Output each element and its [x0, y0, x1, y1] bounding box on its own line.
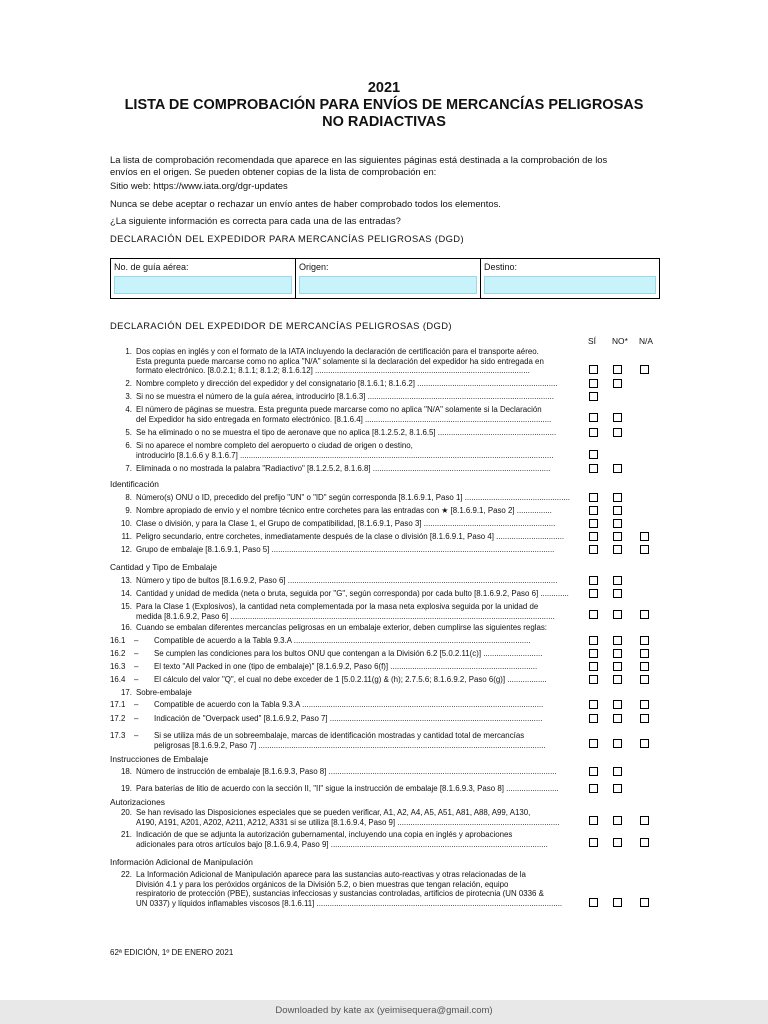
checklist-item-text: [154, 731, 578, 750]
na-checkbox[interactable]: [640, 739, 649, 748]
no-checkbox[interactable]: [613, 589, 622, 598]
checklist-item-line: medida [8.1.6.9.2, Paso 6] ....................................................................................................................................................: [136, 611, 555, 621]
checklist-item-line: Cantidad y unidad de medida (neta o bruta, seguida por "G", según corresponda) por cada bulto [8.1.6.9.2, Paso 6] .............: [136, 589, 569, 598]
checklist-item-text: [136, 589, 578, 599]
no-checkbox[interactable]: [613, 413, 622, 422]
awb-input[interactable]: [114, 276, 292, 294]
no-checkbox[interactable]: [613, 784, 622, 793]
no-checkbox[interactable]: [613, 662, 622, 671]
checklist-item-line: Nombre completo y dirección del expedidor y del consignatario [8.1.6.1; 8.1.6.2] ................................................................: [136, 379, 558, 388]
na-checkbox[interactable]: [640, 532, 649, 541]
awb-label: No. de guía aérea:: [114, 262, 189, 272]
sub-item-dash: –: [134, 662, 139, 671]
checklist-item-text: [154, 649, 578, 659]
website-link[interactable]: Sitio web: https://www.iata.org/dgr-updates: [110, 180, 288, 191]
checklist-item-number: 1.: [125, 347, 132, 356]
checklist-item-line: Indicación de "Overpack used" [8.1.6.9.2, Paso 7] .................................................................................................: [154, 714, 543, 723]
checklist-item-text: [154, 636, 578, 646]
checklist-item-text: [136, 576, 578, 586]
checklist-item-line: Sobre-embalaje: [136, 688, 192, 697]
yes-checkbox[interactable]: [589, 545, 598, 554]
checklist-item-number: 12.: [121, 545, 132, 554]
column-header-yes: SÍ: [588, 336, 596, 346]
checklist-item-line: Cuando se embalan diferentes mercancías peligrosas en un embalaje exterior, deben cumplirse las siguientes reglas:: [136, 623, 547, 632]
sub-item-dash: –: [134, 649, 139, 658]
checklist-item-line: respiratorio de protección (PBE), sustancias infecciosas y sustancias controladas, artificios de pirotecnia (UN 0336 &: [136, 889, 544, 899]
yes-checkbox[interactable]: [589, 379, 598, 388]
yes-checkbox[interactable]: [589, 392, 598, 401]
checklist-item-number: 21.: [121, 830, 132, 839]
no-checkbox[interactable]: [613, 816, 622, 825]
checklist-item-line: A190, A191, A201, A202, A211, A212, A331 si se utiliza [8.1.6.9.4, Paso 9] ..........................................................................: [136, 817, 560, 827]
checklist-item-text: [136, 405, 578, 424]
yes-checkbox[interactable]: [589, 493, 598, 502]
yes-checkbox[interactable]: [589, 649, 598, 658]
checklist-item-text: [136, 808, 578, 827]
yes-checkbox[interactable]: [589, 519, 598, 528]
no-checkbox[interactable]: [613, 700, 622, 709]
yes-checkbox[interactable]: [589, 838, 598, 847]
intro-paragraph-line2: envíos en el origen. Se pueden obtener copias de la lista de comprobación en:: [110, 166, 437, 177]
checklist-item-number: 16.2: [110, 649, 126, 658]
checklist-item-text: [136, 347, 578, 376]
checklist-item-number: 20.: [121, 808, 132, 817]
na-checkbox[interactable]: [640, 662, 649, 671]
checklist-subsection-heading: Cantidad y Tipo de Embalaje: [110, 562, 218, 572]
na-checkbox[interactable]: [640, 649, 649, 658]
checklist-item-line: Para la Clase 1 (Explosivos), la cantidad neta complementada por la masa neta explosiva seguida por la unidad de: [136, 602, 539, 611]
na-checkbox[interactable]: [640, 838, 649, 847]
checklist-item-text: [136, 623, 578, 633]
yes-checkbox[interactable]: [589, 816, 598, 825]
checklist-item-text: [154, 675, 578, 685]
checklist-item-number: 4.: [125, 405, 132, 414]
checklist-item-line: Si no aparece el nombre completo del aeropuerto o ciudad de origen o destino,: [136, 441, 413, 450]
na-checkbox[interactable]: [640, 545, 649, 554]
no-checkbox[interactable]: [613, 610, 622, 619]
column-header-na: N/A: [639, 336, 653, 346]
checklist-item-number: 22.: [121, 870, 132, 879]
origin-label: Origen:: [299, 262, 329, 272]
checklist-item-number: 16.1: [110, 636, 126, 645]
checklist-item-line: Clase o división, y para la Clase 1, el Grupo de compatibilidad, [8.1.6.9.1, Paso 3] ............................................................: [136, 519, 556, 528]
sub-item-dash: –: [134, 636, 139, 645]
no-checkbox[interactable]: [613, 714, 622, 723]
checklist-item-number: 17.2: [110, 714, 126, 723]
no-checkbox[interactable]: [613, 493, 622, 502]
checklist-item-text: [136, 532, 578, 542]
checklist-item-number: 13.: [121, 576, 132, 585]
checklist-item-line: Si se utiliza más de un sobreembalaje, marcas de identificación mostradas y cantidad total de mercancías: [154, 731, 525, 740]
destination-label: Destino:: [484, 262, 518, 272]
checklist-item-text: [154, 700, 578, 710]
no-checkbox[interactable]: [613, 739, 622, 748]
yes-checkbox[interactable]: [589, 767, 598, 776]
yes-checkbox[interactable]: [589, 428, 598, 437]
checklist-item-number: 7.: [125, 464, 132, 473]
checklist-item-line: Si no se muestra el número de la guía aérea, introducirlo [8.1.6.3] .....................................................................................: [136, 392, 554, 401]
no-checkbox[interactable]: [613, 767, 622, 776]
checklist-item-line: Compatible de acuerdo con la Tabla 9.3.A ..............................................................................................................: [154, 700, 544, 709]
checklist-item-line: Se ha eliminado o no se muestra el tipo de aeronave que no aplica [8.1.2.5.2, 8.1.6.5] ......................................................: [136, 428, 557, 437]
checklist-item-line: Número y tipo de bultos [8.1.6.9.2, Paso 6] ...........................................................................................................................: [136, 576, 558, 585]
checklist-item-number: 6.: [125, 441, 132, 450]
checklist-item-number: 16.: [121, 623, 132, 632]
yes-checkbox[interactable]: [589, 532, 598, 541]
checklist-item-text: [136, 870, 578, 908]
shipment-info-table: [110, 258, 660, 299]
checklist-item-text: [136, 428, 578, 438]
checklist-item-line: introducirlo [8.1.6.6 y 8.1.6.7] ...............................................................................................................................................: [136, 450, 554, 460]
checklist-item-number: 19.: [121, 784, 132, 793]
checklist-item-text: [136, 506, 578, 516]
yes-checkbox[interactable]: [589, 714, 598, 723]
na-checkbox[interactable]: [640, 714, 649, 723]
no-checkbox[interactable]: [613, 428, 622, 437]
edition-text: 62ª EDICIÓN, 1º DE ENERO 2021: [110, 948, 234, 957]
yes-checkbox[interactable]: [589, 739, 598, 748]
checklist-item-line: Esta pregunta puede marcarse como no aplica "N/A" solamente si la declaración del expedidor ha sido entregada en: [136, 356, 544, 366]
sub-item-dash: –: [134, 714, 139, 723]
checklist-item-line: Número de instrucción de embalaje [8.1.6.9.3, Paso 8] ........................................................................................................: [136, 767, 557, 776]
sub-item-dash: –: [134, 731, 139, 740]
checklist-item-line: Se cumplen las condiciones para los bultos ONU que contengan a la División 6.2 [5.0.2.11(c)] ...........................: [154, 649, 543, 658]
checklist-item-line: Dos copias en inglés y con el formato de la IATA incluyendo la declaración de certificación para el transporte aéreo.: [136, 347, 539, 356]
na-checkbox[interactable]: [640, 700, 649, 709]
checklist-item-line: El texto "All Packed in one (tipo de embalaje)" [8.1.6.9.2, Paso 6(f)] ...................................................................: [154, 662, 538, 671]
checklist-item-number: 14.: [121, 589, 132, 598]
doc-year: 2021: [367, 80, 401, 96]
no-checkbox[interactable]: [613, 365, 622, 374]
checklist-item-number: 8.: [125, 493, 132, 502]
checklist-item-text: [136, 379, 578, 389]
checklist-item-text: [154, 662, 578, 672]
checklist-item-number: 3.: [125, 392, 132, 401]
yes-checkbox[interactable]: [589, 576, 598, 585]
yes-checkbox[interactable]: [589, 700, 598, 709]
yes-checkbox[interactable]: [589, 662, 598, 671]
checklist-item-text: [136, 519, 578, 529]
checklist-item-line: UN 0337) y líquidos inflamables viscosos [8.1.6.11] ................................................................................................................: [136, 898, 563, 908]
no-checkbox[interactable]: [613, 576, 622, 585]
yes-checkbox[interactable]: [589, 610, 598, 619]
na-checkbox[interactable]: [640, 610, 649, 619]
na-checkbox[interactable]: [640, 365, 649, 374]
destination-input[interactable]: [484, 276, 656, 294]
no-checkbox[interactable]: [613, 636, 622, 645]
checklist-item-line: División 4.1 y para los peróxidos orgánicos de la División 5.2, o bien muestras que tengan relación, equipo: [136, 879, 509, 889]
checklist-item-number: 10.: [121, 519, 132, 528]
checklist-subsection-heading: Información Adicional de Manipulación: [110, 857, 253, 867]
yes-checkbox[interactable]: [589, 898, 598, 907]
checklist-item-number: 17.: [121, 688, 132, 697]
checklist-item-text: [136, 602, 578, 621]
checklist-item-line: Peligro secundario, entre corchetes, inmediatamente después de la clase o división [8.1.6.9.1, Paso 4] ...............................: [136, 532, 565, 541]
doc-title: LISTA DE COMPROBACIÓN PARA ENVÍOS DE MERCANCÍAS PELIGROSAS: [124, 97, 644, 113]
section-heading-dgd: DECLARACIÓN DEL EXPEDIDOR PARA MERCANCÍAS PELIGROSAS (DGD): [110, 233, 464, 244]
question-text: ¿La siguiente información es correcta para cada una de las entradas?: [110, 215, 401, 226]
checklist-item-number: 17.3: [110, 731, 126, 740]
checklist-item-line: El número de páginas se muestra. Esta pregunta puede marcarse como no aplica "N/A" solamente si la Declaración: [136, 405, 542, 414]
checklist-item-line: peligrosas [8.1.6.9.2, Paso 7] ...................................................................................................................................: [154, 740, 546, 750]
checklist-item-line: Eliminada o no mostrada la palabra "Radiactivo" [8.1.2.5.2, 8.1.6.8] .................................................................................: [136, 464, 551, 473]
sub-item-dash: –: [134, 675, 139, 684]
origin-cell: [296, 259, 481, 299]
checklist-item-text: [136, 784, 578, 794]
yes-checkbox[interactable]: [589, 464, 598, 473]
checklist-item-number: 9.: [125, 506, 132, 515]
checklist-section-title: DECLARACIÓN DEL EXPEDIDOR DE MERCANCÍAS PELIGROSAS (DGD): [110, 320, 452, 331]
checklist-item-number: 5.: [125, 428, 132, 437]
checklist-subsection-heading: Autorizaciones: [110, 797, 165, 807]
checklist-item-number: 15.: [121, 602, 132, 611]
downloaded-by-text: Downloaded by kate ax (yeimisequera@gmail.com): [275, 1005, 493, 1016]
na-checkbox[interactable]: [640, 898, 649, 907]
checklist-item-text: [136, 392, 578, 402]
checklist-item-number: 2.: [125, 379, 132, 388]
checklist-item-number: 17.1: [110, 700, 126, 709]
checklist-item-line: del Expedidor ha sido entregada en formato electrónico. [8.1.6.4] .....................................................................................: [136, 414, 552, 424]
no-checkbox[interactable]: [613, 649, 622, 658]
checklist-item-text: [136, 493, 578, 503]
checklist-item-number: 11.: [121, 532, 132, 541]
checklist-item-line: La Información Adicional de Manipulación aparece para las sustancias auto-reactivas y otras relacionadas de la: [136, 870, 526, 879]
warning-text: Nunca se debe aceptar o rechazar un envío antes de haber comprobado todos los elementos.: [110, 198, 501, 209]
checklist-item-text: [136, 830, 578, 849]
no-checkbox[interactable]: [613, 898, 622, 907]
intro-paragraph: La lista de comprobación recomendada que aparece en las siguientes páginas está destinada a la comprobación de los: [110, 154, 608, 165]
checklist-subsection-heading: Identificación: [110, 479, 159, 489]
checklist-item-number: 18.: [121, 767, 132, 776]
no-checkbox[interactable]: [613, 464, 622, 473]
checklist-item-line: Número(s) ONU o ID, precedido del prefijo "UN" o "ID" según corresponda [8.1.6.9.1, Paso 1] ................................................: [136, 493, 570, 502]
no-checkbox[interactable]: [613, 675, 622, 684]
yes-checkbox[interactable]: [589, 413, 598, 422]
yes-checkbox[interactable]: [589, 784, 598, 793]
yes-checkbox[interactable]: [589, 365, 598, 374]
na-checkbox[interactable]: [640, 636, 649, 645]
yes-checkbox[interactable]: [589, 589, 598, 598]
checklist-item-line: Para baterías de litio de acuerdo con la sección II, "II" sigue la instrucción de embalaje [8.1.6.9.3, Paso 8] ........................: [136, 784, 559, 793]
checklist-item-number: 16.4: [110, 675, 126, 684]
checklist-item-line: Grupo de embalaje [8.1.6.9.1, Paso 5] .................................................................................................................................: [136, 545, 555, 554]
na-checkbox[interactable]: [640, 675, 649, 684]
checklist-item-text: [136, 767, 578, 777]
yes-checkbox[interactable]: [589, 506, 598, 515]
no-checkbox[interactable]: [613, 519, 622, 528]
checklist-item-line: Se han revisado las Disposiciones especiales que se pueden verificar, A1, A2, A4, A5, A51, A81, A88, A99, A130,: [136, 808, 531, 817]
yes-checkbox[interactable]: [589, 636, 598, 645]
yes-checkbox[interactable]: [589, 450, 598, 459]
checklist-item-text: [136, 441, 578, 460]
checklist-subsection-heading: Instrucciones de Embalaje: [110, 754, 209, 764]
checklist-item-line: Indicación de que se adjunta la autorización gubernamental, incluyendo una copia en inglés y aprobaciones: [136, 830, 513, 839]
checklist-item-text: [154, 714, 578, 724]
yes-checkbox[interactable]: [589, 675, 598, 684]
checklist-item-line: Nombre apropiado de envío y el nombre técnico entre corchetes para las entradas con ★ [8.1.6.9.1, Paso 2] ................: [136, 506, 552, 515]
no-checkbox[interactable]: [613, 379, 622, 388]
checklist-item-line: Compatible de acuerdo a la Tabla 9.3.A ............................................................................................................: [154, 636, 531, 645]
no-checkbox[interactable]: [613, 532, 622, 541]
doc-title-line2: NO RADIACTIVAS: [322, 114, 446, 130]
column-header-no: NO*: [612, 336, 628, 346]
checklist-item-number: 16.3: [110, 662, 126, 671]
no-checkbox[interactable]: [613, 506, 622, 515]
origin-input[interactable]: [299, 276, 477, 294]
checklist-item-line: formato electrónico. [8.0.2.1; 8.1.1; 8.1.2; 8.1.6.12] ..................................................................................................: [136, 366, 530, 376]
no-checkbox[interactable]: [613, 545, 622, 554]
no-checkbox[interactable]: [613, 838, 622, 847]
checklist-item-line: El cálculo del valor "Q", el cual no debe exceder de 1 [5.0.2.11(g) & (h); 2.7.5.6; 8.1.6.9.2, Paso 6(g)] ..................: [154, 675, 547, 684]
checklist-item-text: [136, 545, 578, 555]
checklist-item-line: adicionales para otros artículos bajo [8.1.6.9.4, Paso 9] ...................................................................................................: [136, 839, 548, 849]
na-checkbox[interactable]: [640, 816, 649, 825]
destination-cell: [481, 259, 660, 299]
awb-cell: [111, 259, 296, 299]
sub-item-dash: –: [134, 700, 139, 709]
checklist-item-text: [136, 688, 578, 698]
checklist-item-text: [136, 464, 578, 474]
